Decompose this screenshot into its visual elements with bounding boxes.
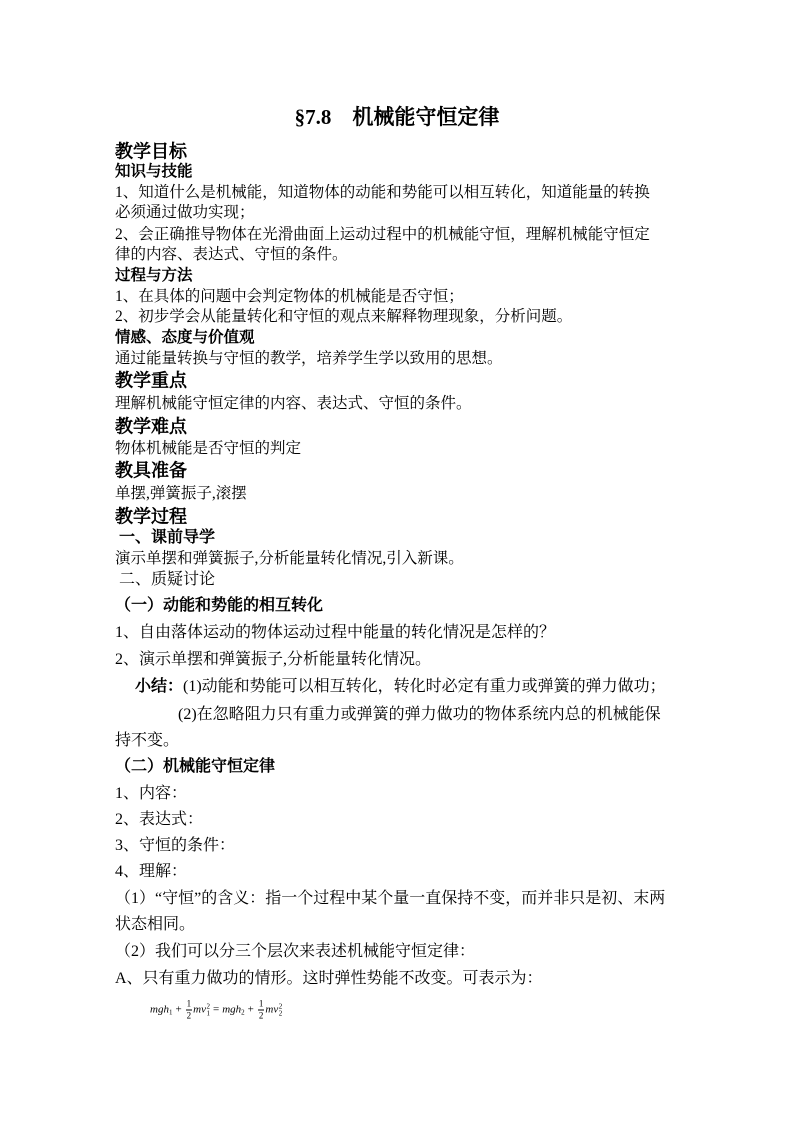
formula-mv: mv: [265, 1003, 279, 1016]
heading-teaching-aids: 教具准备: [115, 460, 187, 481]
heading-key-point: 教学重点: [115, 370, 187, 391]
knowledge-skills-line: 1、知道什么是机械能，知道物体的动能和势能可以相互转化，知道能量的转换: [115, 184, 650, 202]
difficult-point-text: 物体机械能是否守恒的判定: [115, 440, 302, 458]
formula-sup-sub: [207, 1004, 211, 1017]
summary-label: 小结：: [135, 677, 184, 695]
subheading-process-methods: 过程与方法: [115, 267, 193, 285]
list-item: 4、理解：: [115, 862, 188, 880]
formula-plus: +: [247, 1003, 254, 1016]
formula-fraction: [258, 1000, 265, 1021]
list-item: 3、守恒的条件：: [115, 836, 236, 854]
formula-mgh: mgh: [222, 1003, 242, 1016]
formula-fraction: [186, 1000, 193, 1021]
fraction-denominator: 2: [258, 1010, 264, 1021]
key-point-text: 理解机械能守恒定律的内容、表达式、守恒的条件。: [115, 395, 472, 413]
list-item: 1、内容：: [115, 784, 188, 802]
fraction-denominator: 2: [186, 1010, 192, 1021]
summary-line: (2)在忽略阻力只有重力或弹簧的弹力做功的物体系统内总的机械能保: [178, 705, 661, 723]
subheading-pre-class-guide: 一、课前导学: [119, 528, 216, 546]
understanding-line: （1）“守恒”的含义：指一个过程中某个量一直保持不变，而并非只是初、末两: [115, 889, 666, 907]
formula-equals: =: [213, 1003, 220, 1016]
heading-teaching-process: 教学过程: [115, 506, 187, 527]
formula-subscript: 2: [278, 1009, 283, 1017]
section-heading-conservation-law: （二）机械能守恒定律: [115, 757, 276, 775]
heading-teaching-objectives: 教学目标: [115, 141, 187, 162]
process-methods-line: 1、在具体的问题中会判定物体的机械能是否守恒；: [115, 288, 464, 306]
subheading-discussion: 二、质疑讨论: [119, 570, 216, 588]
formula-power: 2: [278, 1002, 283, 1011]
fraction-numerator: 1: [258, 998, 264, 1009]
energy-conservation-formula: [150, 1000, 282, 1021]
fraction-numerator: 1: [186, 998, 192, 1009]
knowledge-skills-line: 2、会正确推导物体在光滑曲面上运动过程中的机械能守恒，理解机械能守恒定: [115, 226, 650, 244]
subheading-knowledge-skills: 知识与技能: [115, 163, 193, 181]
teaching-aids-text: 单摆,弹簧振子,滚摆: [115, 485, 247, 503]
formula-subscript: 1: [168, 1008, 173, 1017]
formula-mv: mv: [193, 1003, 206, 1016]
knowledge-skills-line: 律的内容、表达式、守恒的条件。: [115, 246, 348, 264]
section-heading-energy-conversion: （一）动能和势能的相互转化: [115, 596, 324, 614]
emotion-values-line: 通过能量转换与守恒的教学，培养学生学以致用的思想。: [115, 350, 503, 368]
subheading-emotion-values: 情感、态度与价值观: [115, 329, 255, 347]
list-item: 2、演示单摆和弹簧振子,分析能量转化情况。: [115, 650, 432, 668]
formula-mgh: mgh: [150, 1003, 169, 1016]
list-item: 1、自由落体运动的物体运动过程中能量的转化情况是怎样的？: [115, 623, 556, 641]
heading-difficult-point: 教学难点: [115, 416, 187, 437]
understanding-line: 状态相同。: [115, 915, 196, 933]
understanding-line: （2）我们可以分三个层次来表述机械能守恒定律：: [115, 942, 476, 960]
list-item: 2、表达式：: [115, 810, 204, 828]
pre-class-guide-text: 演示单摆和弹簧振子,分析能量转化情况,引入新课。: [115, 550, 464, 568]
page-title: §7.8 机械能守恒定律: [294, 104, 500, 129]
formula-plus: +: [175, 1003, 182, 1016]
process-methods-line: 2、初步学会从能量转化和守恒的观点来解释物理现象，分析问题。: [115, 308, 573, 326]
formula-subscript: 2: [241, 1008, 245, 1017]
summary-line: [135, 678, 666, 696]
understanding-line: A、只有重力做功的情形。这时弹性势能不改变。可表示为：: [115, 969, 543, 987]
knowledge-skills-line: 必须通过做功实现；: [115, 204, 255, 222]
summary-line: 持不变。: [115, 731, 180, 749]
formula-subscript: 1: [206, 1009, 210, 1017]
formula-sup-sub: [279, 1004, 283, 1017]
formula-power: 2: [206, 1002, 210, 1011]
summary-text: (1)动能和势能可以相互转化，转化时必定有重力或弹簧的弹力做功；: [183, 677, 666, 695]
